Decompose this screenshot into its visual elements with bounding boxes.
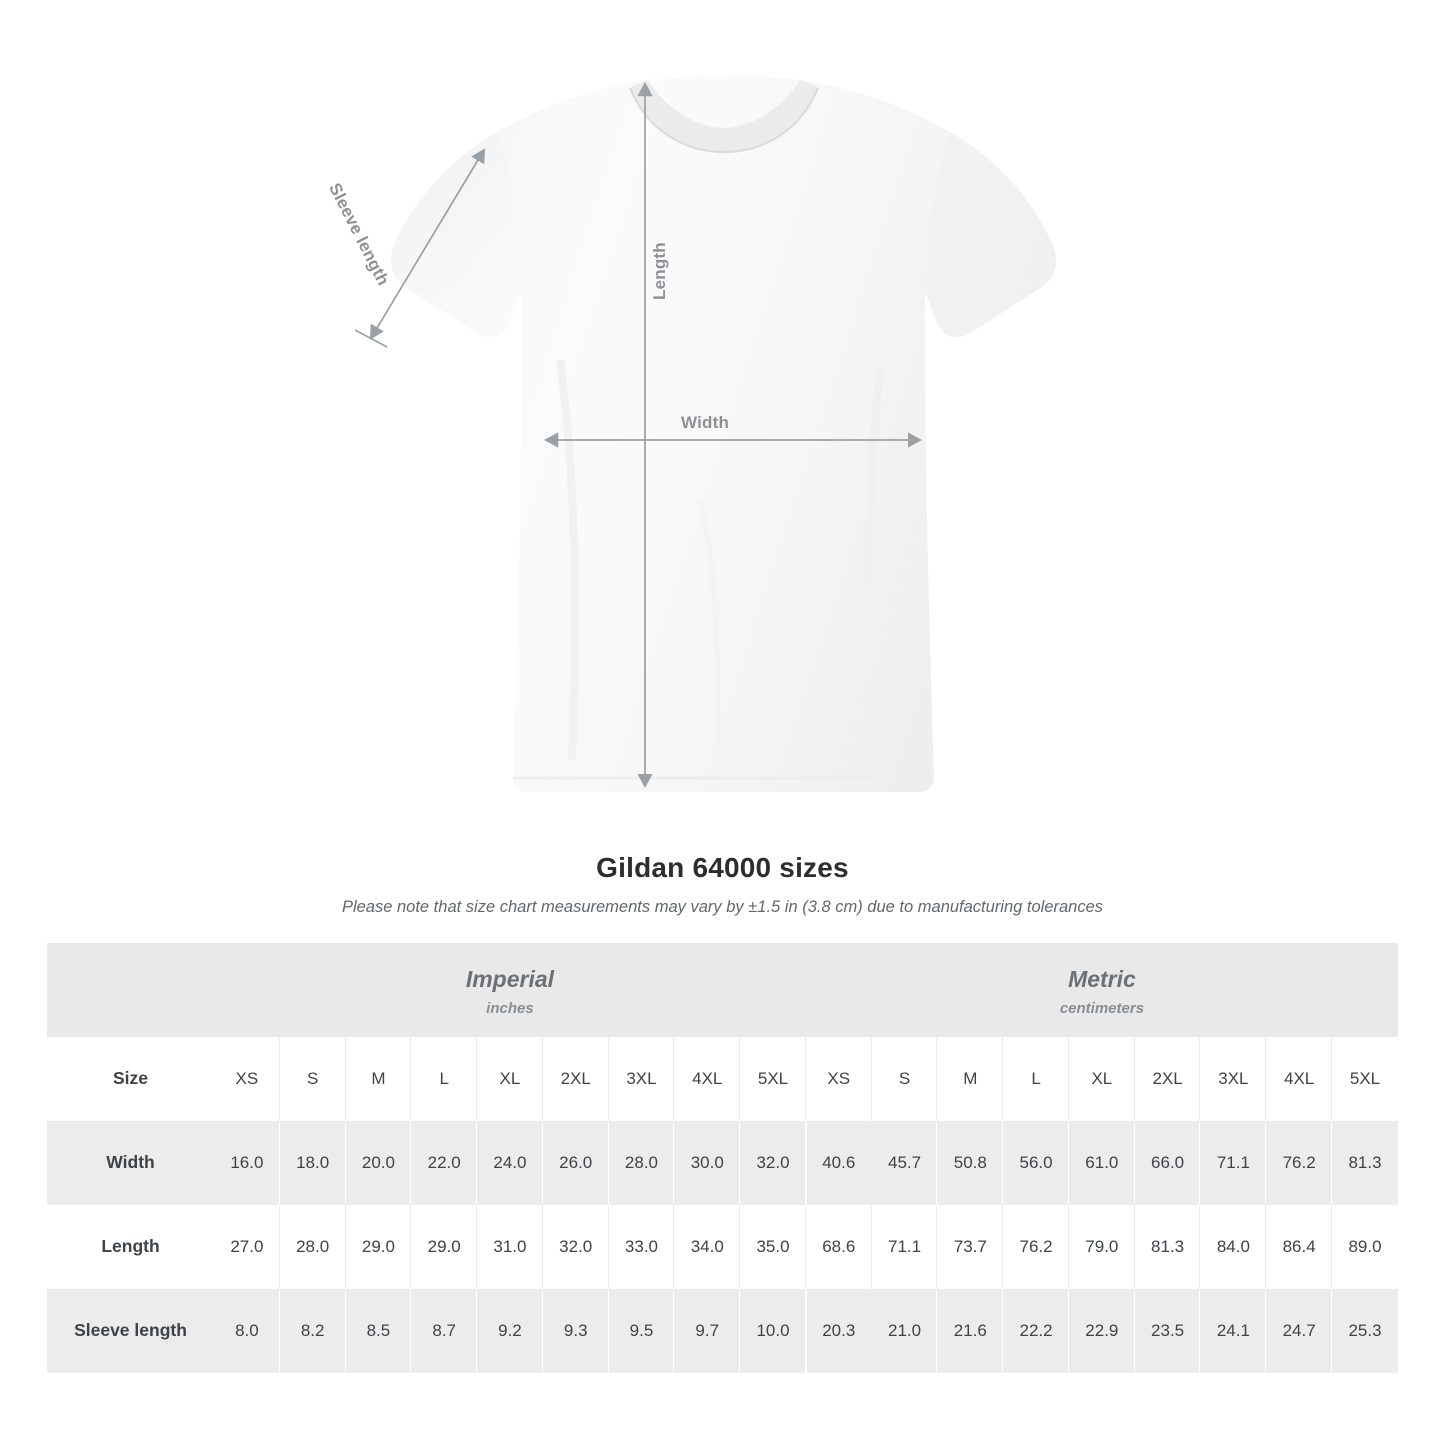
length-xl-metric: 79.0 bbox=[1069, 1205, 1135, 1289]
table-row-width bbox=[47, 1121, 1398, 1205]
width-l-metric: 56.0 bbox=[1003, 1121, 1069, 1205]
size-col-5xl-metric: 5XL bbox=[1332, 1037, 1398, 1121]
size-col-4xl-metric: 4XL bbox=[1266, 1037, 1332, 1121]
size-col-m-imperial: M bbox=[346, 1037, 412, 1121]
unit-group-header-row bbox=[47, 943, 1398, 1037]
sleeve-s-imperial: 8.2 bbox=[280, 1289, 346, 1373]
width-4xl-imperial: 30.0 bbox=[674, 1121, 740, 1205]
size-col-2xl-imperial: 2XL bbox=[543, 1037, 609, 1121]
row-header-width: Width bbox=[47, 1121, 214, 1205]
width-dimension-label: Width bbox=[681, 413, 730, 432]
size-col-s-metric: S bbox=[872, 1037, 938, 1121]
sleeve-xs-imperial: 8.0 bbox=[214, 1289, 280, 1373]
size-col-3xl-metric: 3XL bbox=[1200, 1037, 1266, 1121]
unit-group-imperial bbox=[214, 943, 806, 1037]
length-4xl-metric: 86.4 bbox=[1266, 1205, 1332, 1289]
length-5xl-metric: 89.0 bbox=[1332, 1205, 1398, 1289]
width-xs-imperial: 16.0 bbox=[214, 1121, 280, 1205]
size-col-xs-imperial: XS bbox=[214, 1037, 280, 1121]
width-5xl-metric: 81.3 bbox=[1332, 1121, 1398, 1205]
unit-group-imperial-sub: inches bbox=[486, 999, 534, 1017]
width-3xl-metric: 71.1 bbox=[1200, 1121, 1266, 1205]
size-col-5xl-imperial: 5XL bbox=[740, 1037, 806, 1121]
sleeve-xs-metric: 20.3 bbox=[806, 1289, 872, 1373]
width-l-imperial: 22.0 bbox=[411, 1121, 477, 1205]
size-chart-body bbox=[47, 1037, 1398, 1373]
size-col-3xl-imperial: 3XL bbox=[609, 1037, 675, 1121]
unit-group-imperial-name: Imperial bbox=[465, 966, 555, 992]
length-l-imperial: 29.0 bbox=[411, 1205, 477, 1289]
width-m-metric: 50.8 bbox=[937, 1121, 1003, 1205]
table-row-sleeve-length bbox=[47, 1289, 1398, 1373]
sleeve-3xl-metric: 24.1 bbox=[1200, 1289, 1266, 1373]
sleeve-l-imperial: 8.7 bbox=[411, 1289, 477, 1373]
sleeve-s-metric: 21.0 bbox=[872, 1289, 938, 1373]
unit-group-spacer bbox=[47, 943, 214, 1037]
sleeve-4xl-metric: 24.7 bbox=[1266, 1289, 1332, 1373]
sleeve-m-imperial: 8.5 bbox=[346, 1289, 412, 1373]
width-2xl-imperial: 26.0 bbox=[543, 1121, 609, 1205]
size-col-xs-metric: XS bbox=[806, 1037, 872, 1121]
row-header-length: Length bbox=[47, 1205, 214, 1289]
length-s-metric: 71.1 bbox=[872, 1205, 938, 1289]
unit-group-metric-sub: centimeters bbox=[1059, 999, 1145, 1017]
length-m-metric: 73.7 bbox=[937, 1205, 1003, 1289]
width-s-metric: 45.7 bbox=[872, 1121, 938, 1205]
length-l-metric: 76.2 bbox=[1003, 1205, 1069, 1289]
size-chart-heading bbox=[0, 852, 1445, 917]
length-4xl-imperial: 34.0 bbox=[674, 1205, 740, 1289]
width-3xl-imperial: 28.0 bbox=[609, 1121, 675, 1205]
width-xs-metric: 40.6 bbox=[806, 1121, 872, 1205]
length-dimension-label: Length bbox=[650, 242, 669, 300]
tolerance-note: Please note that size chart measurements may vary by ±1.5 in (3.8 cm) due to manufacturing tolerances bbox=[341, 898, 1104, 916]
sleeve-5xl-metric: 25.3 bbox=[1332, 1289, 1398, 1373]
sleeve-xl-metric: 22.9 bbox=[1069, 1289, 1135, 1373]
sleeve-5xl-imperial: 10.0 bbox=[740, 1289, 806, 1373]
page-title: Gildan 64000 sizes bbox=[596, 852, 849, 883]
row-header-sleeve-length: Sleeve length bbox=[47, 1289, 214, 1373]
length-xl-imperial: 31.0 bbox=[477, 1205, 543, 1289]
length-s-imperial: 28.0 bbox=[280, 1205, 346, 1289]
size-col-xl-imperial: XL bbox=[477, 1037, 543, 1121]
size-col-s-imperial: S bbox=[280, 1037, 346, 1121]
size-col-l-imperial: L bbox=[411, 1037, 477, 1121]
sleeve-2xl-metric: 23.5 bbox=[1135, 1289, 1201, 1373]
size-chart-table bbox=[47, 943, 1398, 1373]
size-col-2xl-metric: 2XL bbox=[1135, 1037, 1201, 1121]
length-2xl-imperial: 32.0 bbox=[543, 1205, 609, 1289]
width-4xl-metric: 76.2 bbox=[1266, 1121, 1332, 1205]
length-3xl-imperial: 33.0 bbox=[609, 1205, 675, 1289]
size-col-4xl-imperial: 4XL bbox=[674, 1037, 740, 1121]
width-xl-metric: 61.0 bbox=[1069, 1121, 1135, 1205]
size-chart-table-wrapper bbox=[47, 943, 1398, 1373]
size-col-xl-metric: XL bbox=[1069, 1037, 1135, 1121]
length-xs-metric: 68.6 bbox=[806, 1205, 872, 1289]
sleeve-length-dimension-label: Sleeve length bbox=[325, 180, 393, 289]
unit-group-metric bbox=[806, 943, 1398, 1037]
row-header-size: Size bbox=[47, 1037, 214, 1121]
length-3xl-metric: 84.0 bbox=[1200, 1205, 1266, 1289]
sleeve-3xl-imperial: 9.5 bbox=[609, 1289, 675, 1373]
unit-group-metric-name: Metric bbox=[1068, 966, 1136, 992]
width-s-imperial: 18.0 bbox=[280, 1121, 346, 1205]
length-2xl-metric: 81.3 bbox=[1135, 1205, 1201, 1289]
sleeve-m-metric: 21.6 bbox=[937, 1289, 1003, 1373]
sleeve-l-metric: 22.2 bbox=[1003, 1289, 1069, 1373]
size-col-l-metric: L bbox=[1003, 1037, 1069, 1121]
table-row-size-header bbox=[47, 1037, 1398, 1121]
sleeve-2xl-imperial: 9.3 bbox=[543, 1289, 609, 1373]
width-2xl-metric: 66.0 bbox=[1135, 1121, 1201, 1205]
sleeve-xl-imperial: 9.2 bbox=[477, 1289, 543, 1373]
width-m-imperial: 20.0 bbox=[346, 1121, 412, 1205]
table-row-length bbox=[47, 1205, 1398, 1289]
length-m-imperial: 29.0 bbox=[346, 1205, 412, 1289]
size-col-m-metric: M bbox=[937, 1037, 1003, 1121]
width-5xl-imperial: 32.0 bbox=[740, 1121, 806, 1205]
sleeve-4xl-imperial: 9.7 bbox=[674, 1289, 740, 1373]
length-5xl-imperial: 35.0 bbox=[740, 1205, 806, 1289]
width-xl-imperial: 24.0 bbox=[477, 1121, 543, 1205]
length-xs-imperial: 27.0 bbox=[214, 1205, 280, 1289]
